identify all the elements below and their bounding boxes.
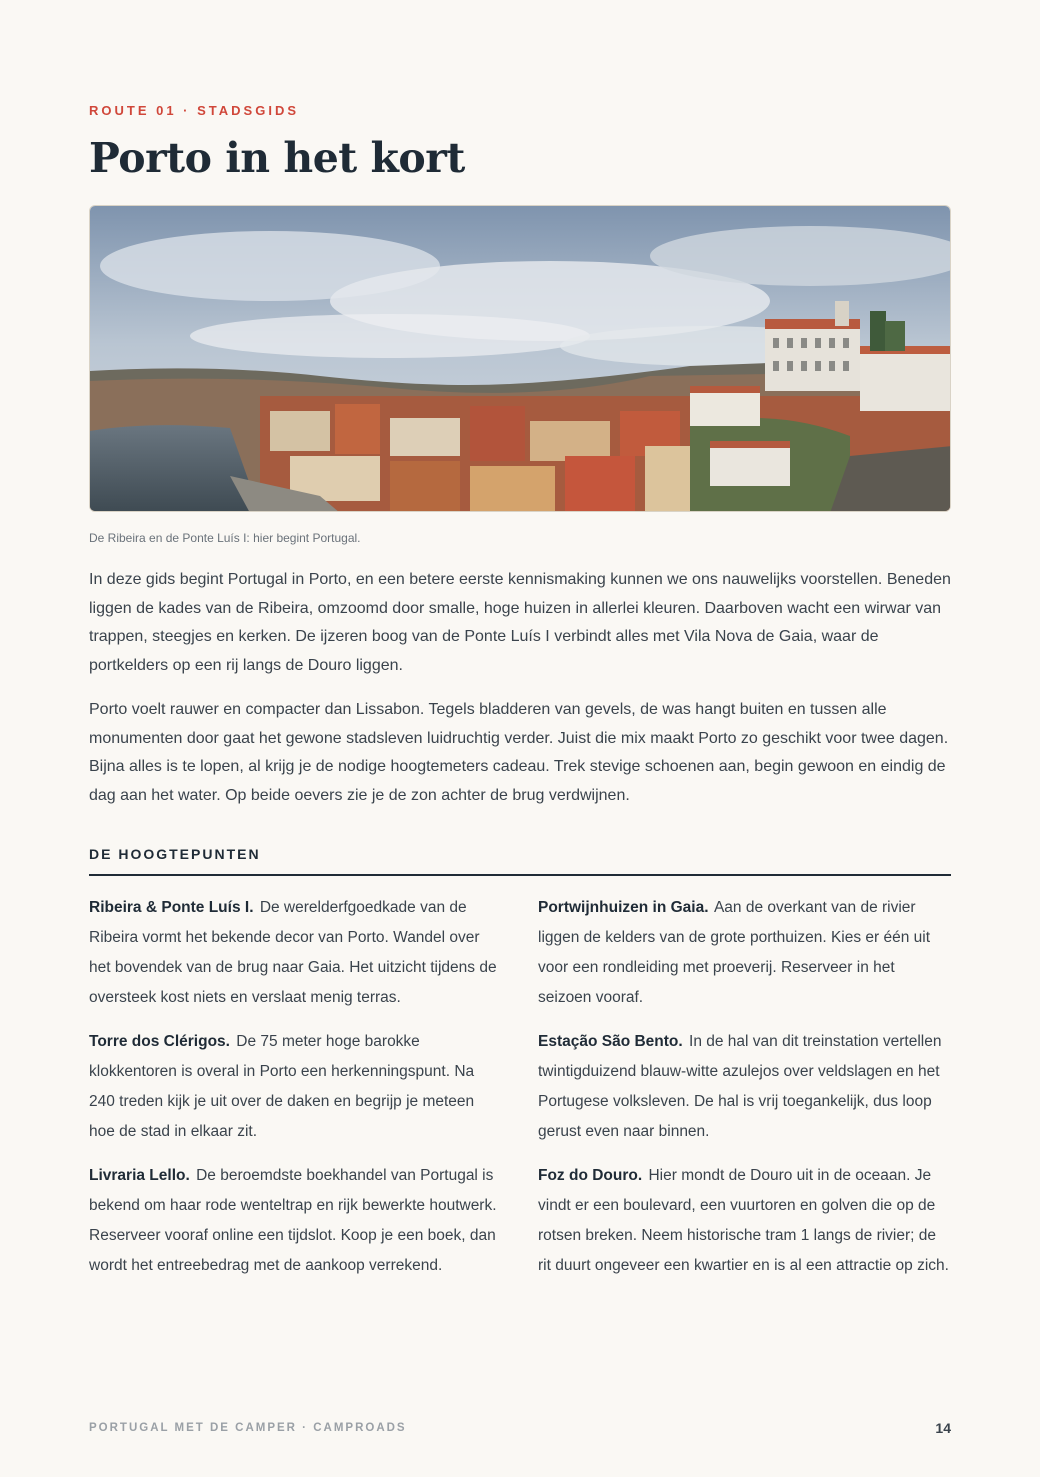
highlight-item [89, 893, 502, 1013]
photo-caption: De Ribeira en de Ponte Luís I: hier begint Portugal. [89, 531, 361, 545]
highlight-item [89, 1027, 502, 1147]
highlights-left-column [89, 893, 502, 1295]
footer-publication: PORTUGAL MET DE CAMPER · CAMPROADS [89, 1422, 407, 1434]
highlight-text: Hier mondt de Douro uit in de oceaan. Je vindt er een boulevard, een vuurtoren en golven die op de rotsen breken. Neem historische tram 1 langs de rivier; de rit duurt ongeveer een kwartier en is al een attractie op zich. [538, 1167, 949, 1274]
porto-photo [89, 205, 951, 512]
highlight-item [89, 1161, 502, 1281]
highlights-heading: DE HOOGTEPUNTEN [89, 846, 951, 876]
page-title: Porto in het kort [89, 134, 465, 182]
highlights-columns [89, 893, 951, 1295]
highlight-name: Livraria Lello. [89, 1167, 190, 1184]
highlight-text: Aan de overkant van de rivier liggen de kelders van de grote porthuizen. Kies er één uit voor een rondleiding met proeverij. Reserveer in het seizoen vooraf. [538, 899, 931, 1006]
highlight-name: Estação São Bento. [538, 1033, 683, 1050]
intro-paragraph: Porto voelt rauwer en compacter dan Lissabon. Tegels bladderen van gevels, de was hangt buiten en tussen alle monumenten door gaat het gewone stadsleven luidruchtig verder. Juist die mix maakt Porto zo geschikt voor twee dagen. Bijna alles is te lopen, al krijg je de nodige hoogtemeters cadeau. Trek stevige schoenen aan, begin gewoon en eindig de dag aan het water. Op beide oevers zie je de zon achter de brug verdwijnen. [89, 700, 949, 804]
highlight-text: In de hal van dit treinstation vertellen twintigduizend blauw-witte azulejos over veldslagen en het Portugese volksleven. De hal is vrij toegankelijk, dus loop gerust even naar binnen. [538, 1033, 942, 1140]
intro-text [89, 566, 951, 826]
highlight-item [538, 893, 951, 1013]
highlight-name: Foz do Douro. [538, 1167, 643, 1184]
page-number: 14 [935, 1420, 951, 1436]
highlight-item [538, 1161, 951, 1281]
highlight-name: Ribeira & Ponte Luís I. [89, 899, 254, 916]
highlight-text: De werelderfgoedkade van de Ribeira vormt het bekende decor van Porto. Wandel over het bovendek van de brug naar Gaia. Het uitzicht tijdens de oversteek kost niets en verslaat menig terras. [89, 899, 497, 1006]
highlights-right-column [538, 893, 951, 1295]
route-kicker: ROUTE 01 · STADSGIDS [89, 103, 300, 118]
intro-paragraph: In deze gids begint Portugal in Porto, en een betere eerste kennismaking kunnen we ons nauwelijks voorstellen. Beneden liggen de kades van de Ribeira, omzoomd door smalle, hoge huizen in allerlei kleuren. Daarboven wacht een wirwar van trappen, steegjes en kerken. De ijzeren boog van de Ponte Luís I verbindt alles met Vila Nova de Gaia, waar de portkelders op een rij langs de Douro liggen. [89, 571, 951, 675]
highlight-text: De 75 meter hoge barokke klokkentoren is overal in Porto een herkenningspunt. Na 240 treden kijk je uit over de daken en begrijp je meteen hoe de stad in elkaar zit. [89, 1033, 475, 1140]
highlight-text: De beroemdste boekhandel van Portugal is bekend om haar rode wenteltrap en rijk bewerkte houtwerk. Reserveer vooraf online een tijdslot. Koop je een boek, dan wordt het entreebedrag met de aankoop verrekend. [89, 1167, 497, 1274]
highlight-name: Portwijnhuizen in Gaia. [538, 899, 709, 916]
highlight-item [538, 1027, 951, 1147]
highlight-name: Torre dos Clérigos. [89, 1033, 230, 1050]
